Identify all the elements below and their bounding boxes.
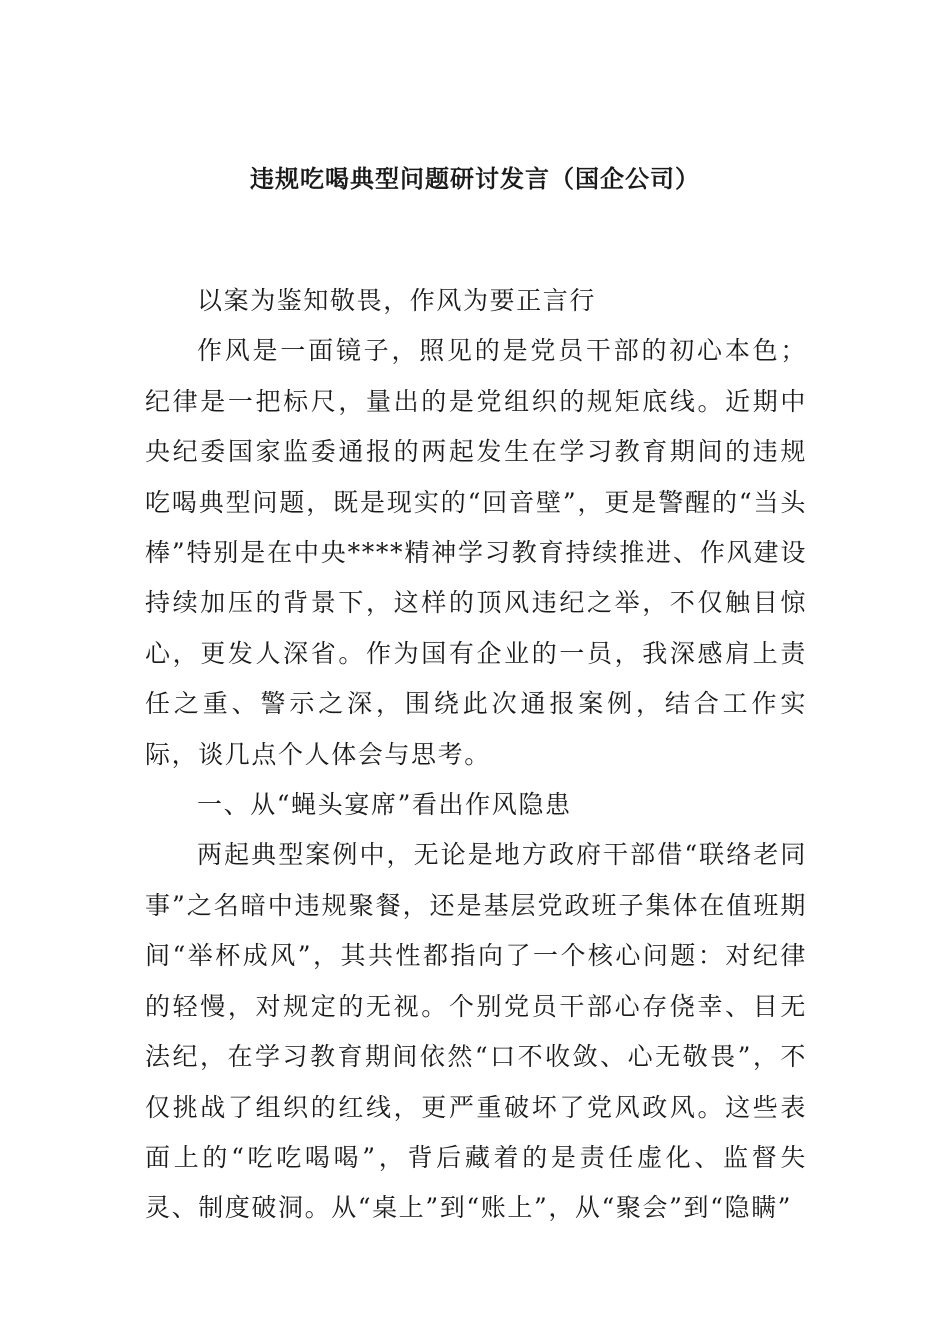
document-body (145, 276, 807, 1234)
subtitle-paragraph: 以案为鉴知敬畏，作风为要正言行 (197, 286, 597, 315)
intro-paragraph: 作风是一面镜子，照见的是党员干部的初心本色；纪律是一把标尺，量出的是党组织的规矩底线。近期中央纪委国家监委通报的两起发生在学习教育期间的违规吃喝典型问题，既是现实的“回音壁”，更是警醒的“当头棒”特别是在中央****精神学习教育持续推进、作风建设持续加压的背景下，这样的顶风违纪之举，不仅触目惊心，更发人深省。作为国有企业的一员，我深感肩上责任之重、警示之深，围绕此次通报案例，结合工作实际，谈几点个人体会与思考。 (145, 336, 807, 769)
section-paragraph: 两起典型案例中，无论是地方政府干部借“联络老同事”之名暗中违规聚餐，还是基层党政班子集体在值班期间“举杯成风”，其共性都指向了一个核心问题：对纪律的轻慢，对规定的无视。个别党员干部心存侥幸、目无法纪，在学习教育期间依然“口不收敛、心无敬畏”，不仅挑战了组织的红线，更严重破坏了党风政风。这些表面上的“吃吃喝喝”，背后藏着的是责任虚化、监督失灵、制度破洞。从“桌上”到“账上”，从“聚会”到“隐瞒” (145, 840, 807, 1223)
section-heading: 一、从“蝇头宴席”看出作风隐患 (197, 790, 572, 820)
document-title: 违规吃喝典型问题研讨发言（国企公司） (250, 164, 700, 193)
